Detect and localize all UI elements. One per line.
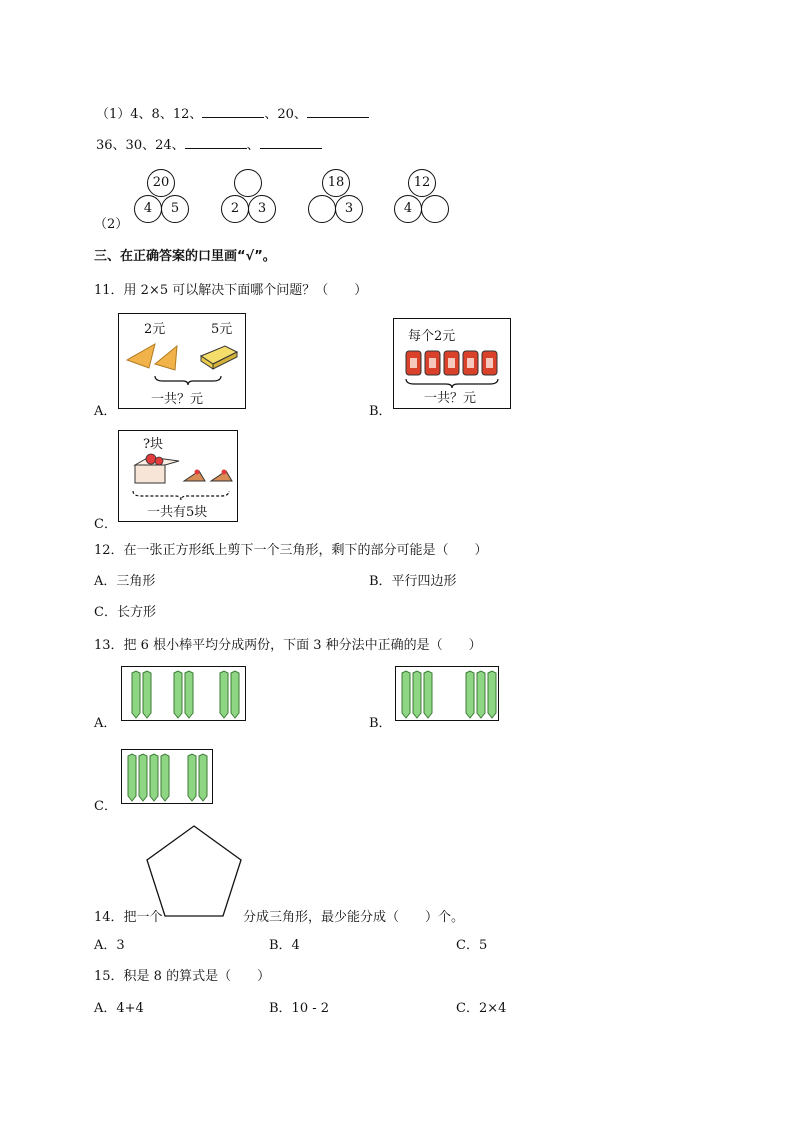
answer-blank[interactable] (185, 136, 247, 149)
q12-stem: 12．在一张正方形纸上剪下一个三角形，剩下的部分可能是（ ） (94, 543, 488, 558)
picture-title: ?块 (143, 437, 163, 452)
eraser-icon (199, 344, 239, 370)
q14-option-b[interactable]: B．4 (269, 938, 300, 953)
price-label: 5元 (211, 322, 233, 337)
q10-part2-label: （2） (94, 217, 129, 232)
q12-option-b[interactable]: B．平行四边形 (369, 574, 457, 589)
bond-circle-right[interactable]: 5 (161, 195, 189, 223)
q10-row1 (96, 103, 369, 122)
bond-circle-right[interactable]: 3 (248, 195, 276, 223)
q15-option-b[interactable]: B．10 - 2 (269, 1001, 330, 1016)
q10-row1-sep: 、20、 (264, 107, 307, 122)
q11-stem: 11．用 2×5 可以解决下面哪个问题？（ ） (94, 283, 368, 298)
caption: 一共有5块 (147, 505, 208, 520)
q12-option-c[interactable]: C．长方形 (94, 605, 156, 620)
q10-row2-sep: 、 (246, 138, 260, 153)
bond-circle-top[interactable]: 12 (408, 169, 436, 197)
q13-option-b-label[interactable]: B． (369, 716, 392, 731)
bond-circle-top[interactable]: 20 (147, 169, 175, 197)
q14-prefix: 14．把一个 (94, 910, 163, 925)
pentagon-shape (144, 824, 244, 919)
q14-option-c[interactable]: C．5 (456, 938, 488, 953)
q15-option-c[interactable]: C．2×4 (456, 1001, 507, 1016)
caption: 一共？元 (151, 392, 204, 407)
caption: 一共？元 (424, 391, 477, 406)
q10-row2-text: 36、30、24、 (96, 138, 185, 153)
bond-circle-right[interactable] (421, 195, 449, 223)
q13-option-c-picture[interactable] (121, 749, 213, 804)
bond-circle-left[interactable]: 2 (221, 195, 249, 223)
bond-circle-left[interactable] (308, 195, 336, 223)
q13-option-b-picture[interactable] (395, 666, 499, 721)
q14-suffix: 分成三角形，最少能分成（ ）个。 (243, 910, 465, 925)
q11-option-a-label[interactable]: A． (94, 404, 117, 419)
triangle-ruler-icon (125, 340, 185, 370)
q10-row2 (96, 134, 322, 153)
q10-row1-text: 4、8、12、 (130, 107, 203, 122)
sticks-icon (122, 667, 247, 722)
q14-option-a[interactable]: A．3 (94, 938, 125, 953)
bond-circle-left[interactable]: 4 (394, 195, 422, 223)
answer-blank[interactable] (202, 105, 264, 118)
sticks-icon (396, 667, 500, 722)
q12-option-a[interactable]: A．三角形 (94, 574, 156, 589)
bond-circle-left[interactable]: 4 (134, 195, 162, 223)
cans-icon (404, 349, 500, 379)
sticks-icon (122, 750, 214, 805)
section-title: 三、在正确答案的口里画“√”。 (94, 249, 276, 264)
q11-option-a-picture[interactable] (118, 313, 246, 409)
bond-circle-top[interactable] (234, 169, 262, 197)
q13-option-c-label[interactable]: C． (94, 799, 117, 814)
price-label: 2元 (144, 322, 166, 337)
q13-option-a-picture[interactable] (121, 666, 246, 721)
q15-option-a[interactable]: A．4+4 (94, 1001, 144, 1016)
cake-icon (129, 451, 239, 491)
bond-circle-right[interactable]: 3 (335, 195, 363, 223)
q11-option-c-label[interactable]: C． (94, 517, 117, 532)
q11-option-c-picture[interactable] (118, 430, 238, 522)
q15-stem: 15．积是 8 的算式是（ ） (94, 969, 271, 984)
q13-stem: 13．把 6 根小棒平均分成两份，下面 3 种分法中正确的是（ ） (94, 638, 482, 653)
picture-title: 每个2元 (408, 329, 456, 344)
answer-blank[interactable] (307, 105, 369, 118)
bond-circle-top[interactable]: 18 (322, 169, 350, 197)
brace-icon (153, 374, 223, 386)
q11-option-b-picture[interactable] (393, 318, 511, 409)
q13-option-a-label[interactable]: A． (94, 716, 117, 731)
answer-blank[interactable] (260, 136, 322, 149)
q10-part1-label: （1） (96, 107, 131, 122)
brace-icon (131, 489, 231, 501)
q11-option-b-label[interactable]: B． (369, 404, 392, 419)
